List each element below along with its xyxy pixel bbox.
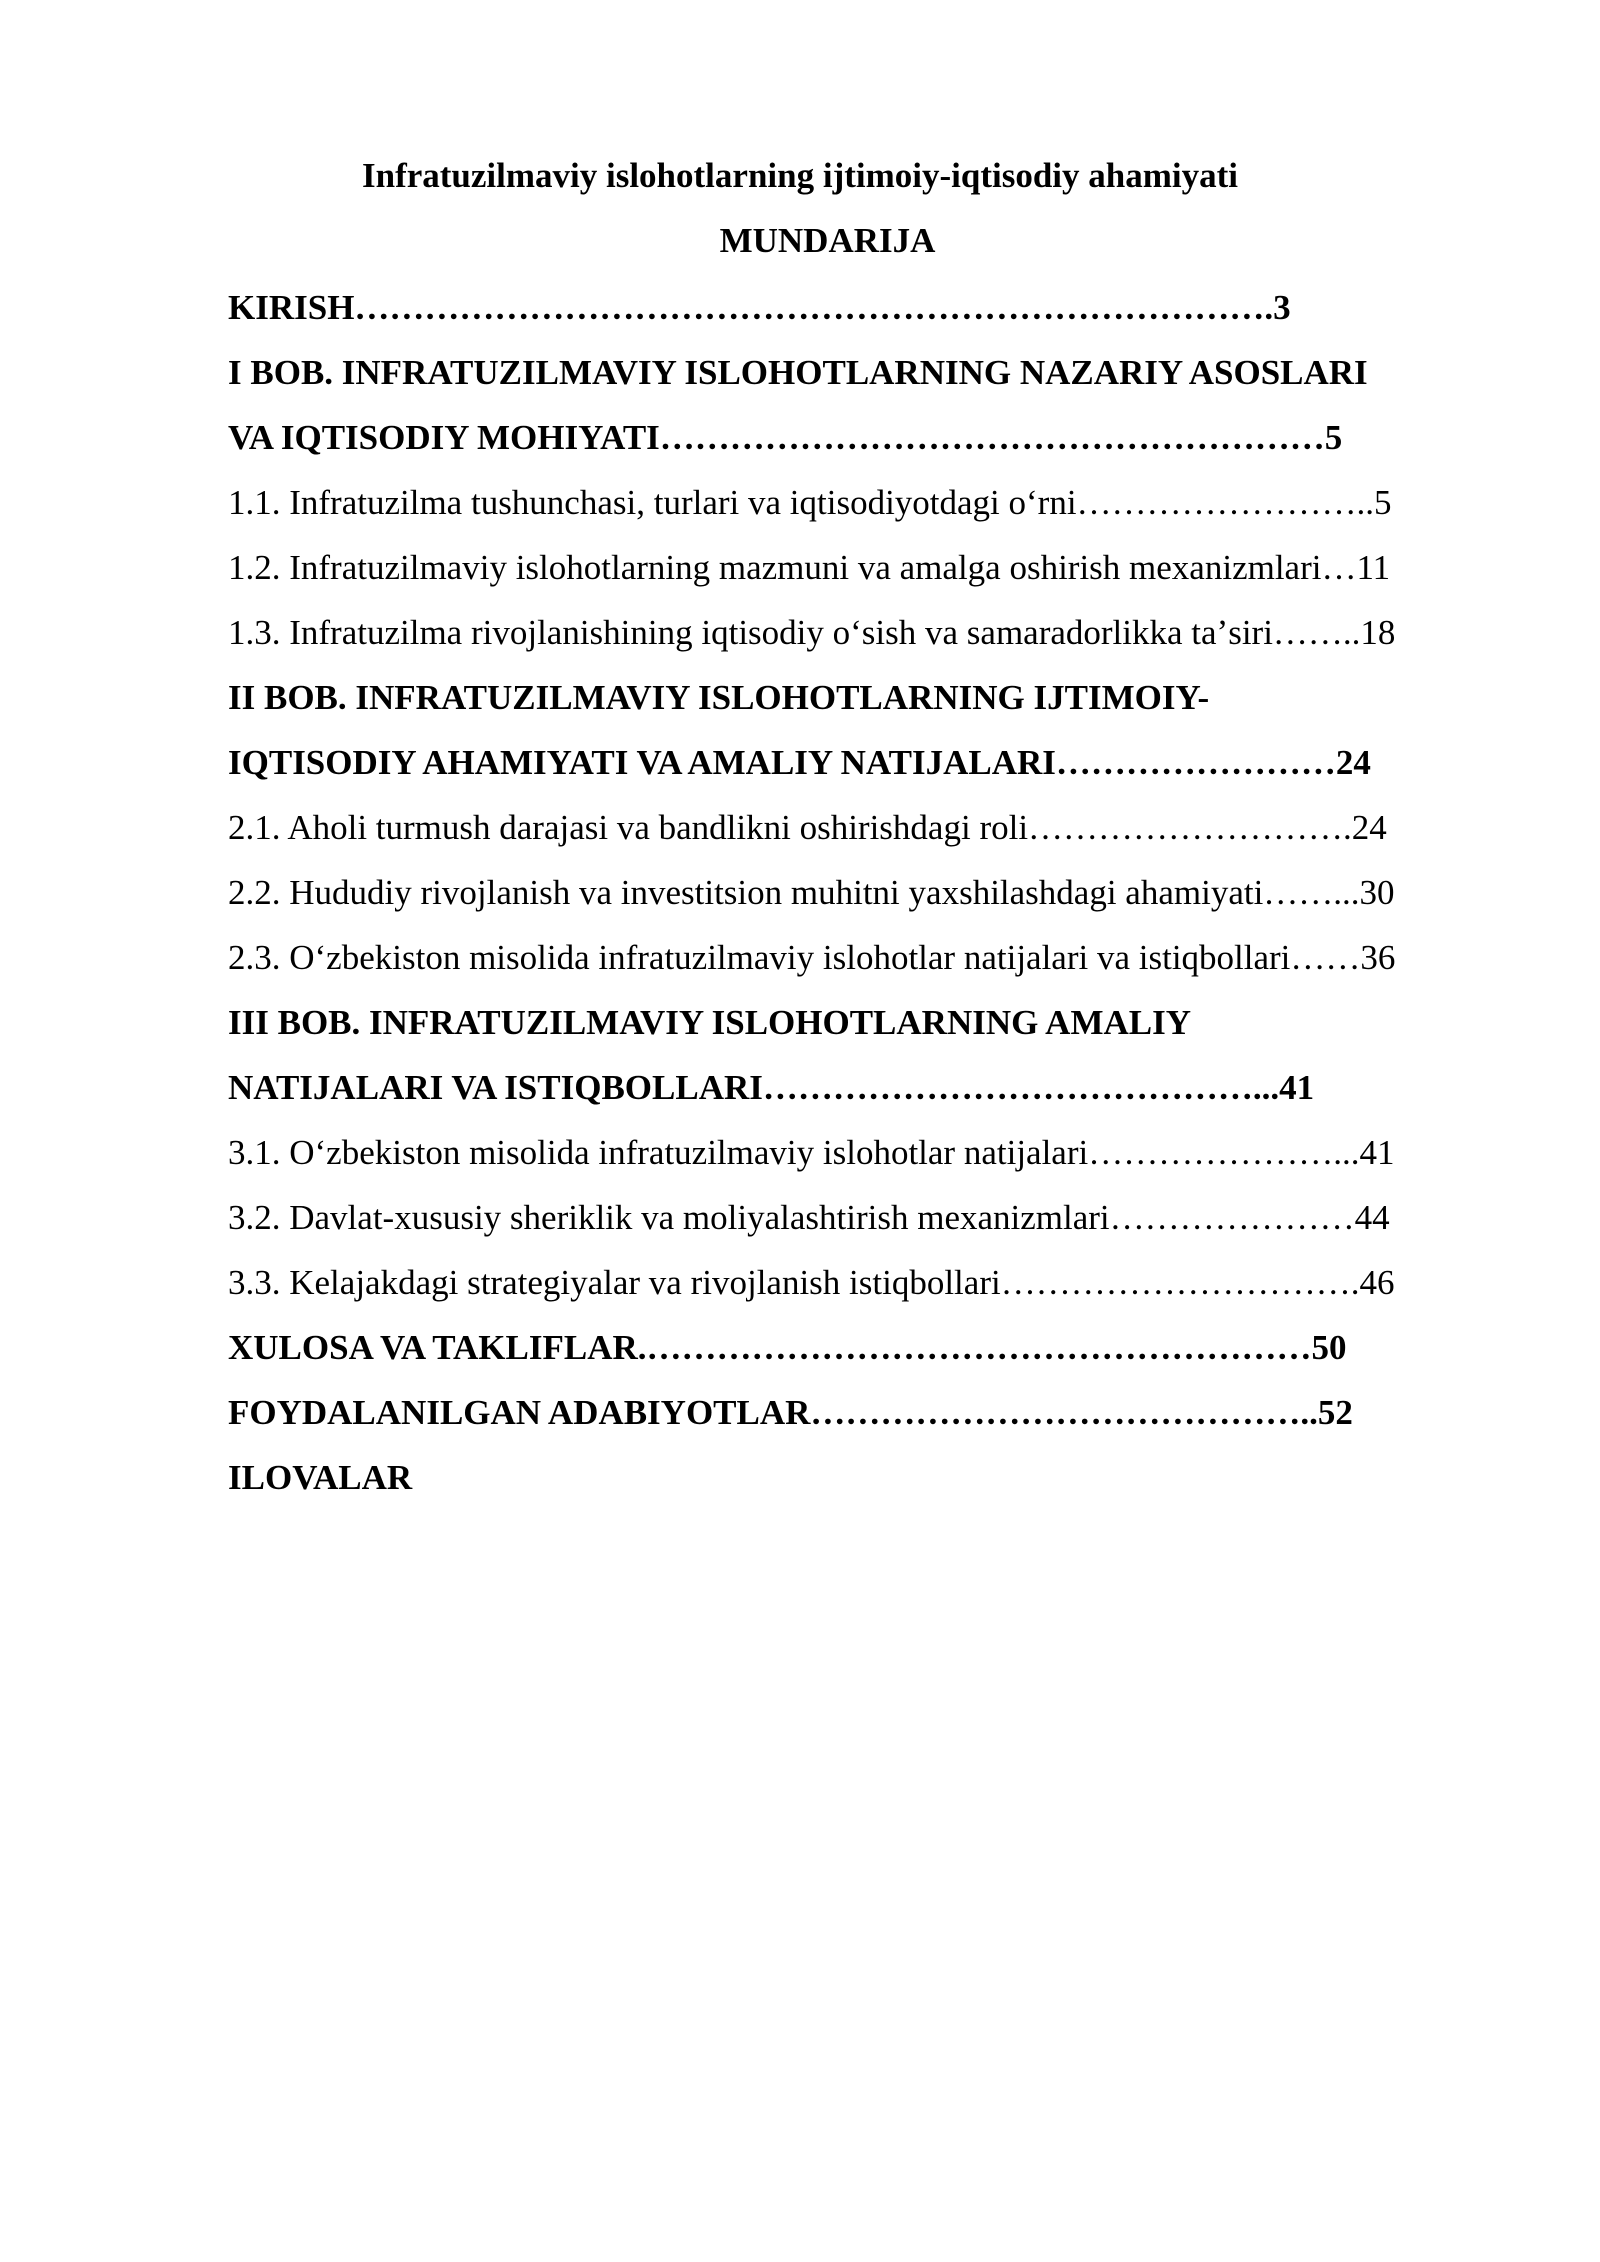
toc-chapter-1-title-line-1: I BOB. INFRATUZILMAVIY ISLOHOTLARNING NAZARIY ASOSLARI (228, 353, 1368, 392)
toc-section-1-2: 1.2. Infratuzilmaviy islohotlarning mazmuni va amalga oshirish mexanizmlari…11 (228, 548, 1391, 587)
toc-entry-xulosa: XULOSA VA TAKLIFLAR.…………………………………………………50 (228, 1328, 1347, 1367)
toc-section-2-1: 2.1. Aholi turmush darajasi va bandlikni oshirishdagi roli……………………….24 (228, 808, 1387, 847)
table-of-contents (228, 282, 1488, 1517)
toc-chapter-2-title-line-2: IQTISODIY AHAMIYATI VA AMALIY NATIJALARI……………………24 (228, 743, 1371, 782)
toc-chapter-2-title-line-1: II BOB. INFRATUZILMAVIY ISLOHOTLARNING IJTIMOIY- (228, 678, 1210, 717)
document-title: Infratuzilmaviy islohotlarning ijtimoiy-iqtisodiy ahamiyati (361, 156, 1238, 195)
toc-entry-kirish: KIRISH…………………………………………………………………….3 (228, 288, 1291, 327)
toc-section-1-1: 1.1. Infratuzilma tushunchasi, turlari va iqtisodiyotdagi oʻrni……………………..5 (228, 483, 1392, 522)
toc-chapter-3-title-line-2: NATIJALARI VA ISTIQBOLLARI……………………………………...41 (228, 1068, 1315, 1107)
toc-section-3-1: 3.1. Oʻzbekiston misolida infratuzilmaviy islohotlar natijalari…………………...41 (228, 1133, 1395, 1172)
toc-section-3-3: 3.3. Kelajakdagi strategiyalar va rivojlanish istiqbollari………………………….46 (228, 1263, 1395, 1302)
toc-entry-adabiyotlar: FOYDALANILGAN ADABIYOTLAR……………………………………..52 (228, 1393, 1353, 1432)
toc-section-3-2: 3.2. Davlat-xususiy sheriklik va moliyalashtirish mexanizmlari…………………44 (228, 1198, 1390, 1237)
toc-heading: MUNDARIJA (719, 221, 936, 260)
toc-chapter-1-title-line-2: VA IQTISODIY MOHIYATI…………………………………………………5 (228, 418, 1343, 457)
toc-entry-ilovalar: ILOVALAR (228, 1458, 413, 1497)
toc-chapter-3-title-line-1: III BOB. INFRATUZILMAVIY ISLOHOTLARNING AMALIY (228, 1003, 1191, 1042)
toc-section-2-2: 2.2. Hududiy rivojlanish va investitsion muhitni yaxshilashdagi ahamiyati……...30 (228, 873, 1395, 912)
toc-section-1-3: 1.3. Infratuzilma rivojlanishining iqtisodiy oʻsish va samaradorlikka taʼsiri……..18 (228, 613, 1396, 652)
toc-section-2-3: 2.3. Oʻzbekiston misolida infratuzilmaviy islohotlar natijalari va istiqbollari……36 (228, 938, 1396, 977)
